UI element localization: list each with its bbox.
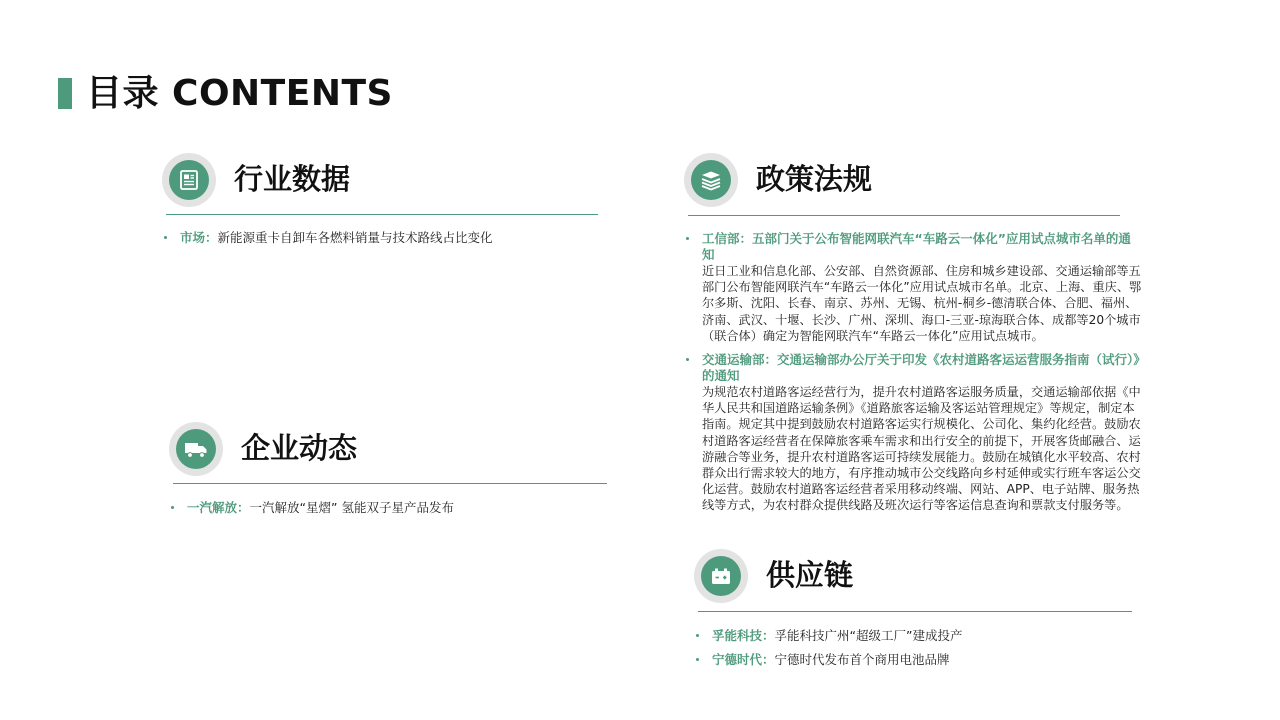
section-industry-data [162, 153, 602, 273]
title-accent-bar [58, 78, 72, 109]
item-label: 孚能科技： [712, 628, 775, 643]
truck-icon [169, 422, 223, 476]
section-header [684, 153, 1144, 209]
list-item [684, 231, 1142, 344]
stacked-layers-icon [684, 153, 738, 207]
section-header [162, 153, 602, 209]
item-text: 宁德时代发布首个商用电池品牌 [774, 652, 950, 667]
item-text: 孚能科技广州“超级工厂”建成投产 [774, 628, 963, 643]
section-title: 行业数据 [234, 162, 351, 196]
section-supply-chain [694, 549, 1138, 679]
item-list [684, 231, 1142, 522]
section-policy [684, 153, 1144, 553]
item-text: 一汽解放“星熠” 氢能双子星产品发布 [249, 500, 454, 515]
section-header [694, 549, 1138, 605]
item-body: 为规范农村道路客运经营行为，提升农村道路客运服务质量，交通运输部依据《中华人民共和国道路运输条例》《道路旅客运输及客运站管理规定》等规定，制定本指南。规定其中提到鼓励农村道路客运实行规模化、公司化、集约化经营。鼓励农村道路客运经营者在保障旅客乘车需求和出行安全的前提下，开展客货邮融合、运游融合等业务，提升农村道路客运可持续发展能力。鼓励在城镇化水平较高、农村群众出行需求较大的地方，有序推动城市公交线路向乡村延伸或实行班车客运公交化运营。鼓励农村道路客运经营者采用移动终端、网站、APP、电子站牌、服务热线等方式，为农村群众提供线路及班次运行等客运信息查询和票款支付服务等。 [702, 385, 1141, 513]
section-header [169, 422, 609, 478]
section-divider [166, 214, 598, 215]
item-text: 新能源重卡自卸车各燃料销量与技术路线占比变化 [217, 230, 493, 245]
list-item [162, 230, 602, 246]
section-enterprise [169, 422, 609, 532]
item-body: 近日工业和信息化部、公安部、自然资源部、住房和城乡建设部、交通运输部等五部门公布智能网联汽车“车路云一体化”应用试点城市名单。北京、上海、重庆、鄂尔多斯、沈阳、长春、南京、苏州、无锡、杭州-桐乡-德清联合体、合肥、福州、济南、武汉、十堰、长沙、广州、深圳、海口-三亚-琼海联合体、成都等20个城市（联合体）确定为智能网联汽车“车路云一体化”应用试点城市。 [702, 264, 1142, 343]
page-title: 目录 CONTENTS [86, 73, 393, 114]
section-divider [698, 611, 1132, 612]
section-divider [173, 483, 607, 484]
list-item [684, 352, 1142, 514]
item-label: 工信部：五部门关于公布智能网联汽车“车路云一体化”应用试点城市名单的通知 [702, 231, 1131, 262]
item-list [169, 500, 609, 524]
item-list [694, 628, 1138, 676]
item-label: 市场： [180, 230, 218, 245]
section-title: 供应链 [766, 558, 854, 592]
list-item [694, 628, 1138, 644]
section-title: 政策法规 [756, 162, 873, 196]
item-label: 一汽解放： [187, 500, 250, 515]
newspaper-icon [162, 153, 216, 207]
item-label: 交通运输部：交通运输部办公厅关于印发《农村道路客运运营服务指南（试行）》的通知 [702, 352, 1140, 384]
section-title: 企业动态 [241, 431, 358, 465]
battery-icon [694, 549, 748, 603]
section-divider [688, 215, 1120, 216]
list-item [694, 652, 1138, 668]
list-item [169, 500, 609, 516]
item-list [162, 230, 602, 254]
item-label: 宁德时代： [712, 652, 775, 667]
